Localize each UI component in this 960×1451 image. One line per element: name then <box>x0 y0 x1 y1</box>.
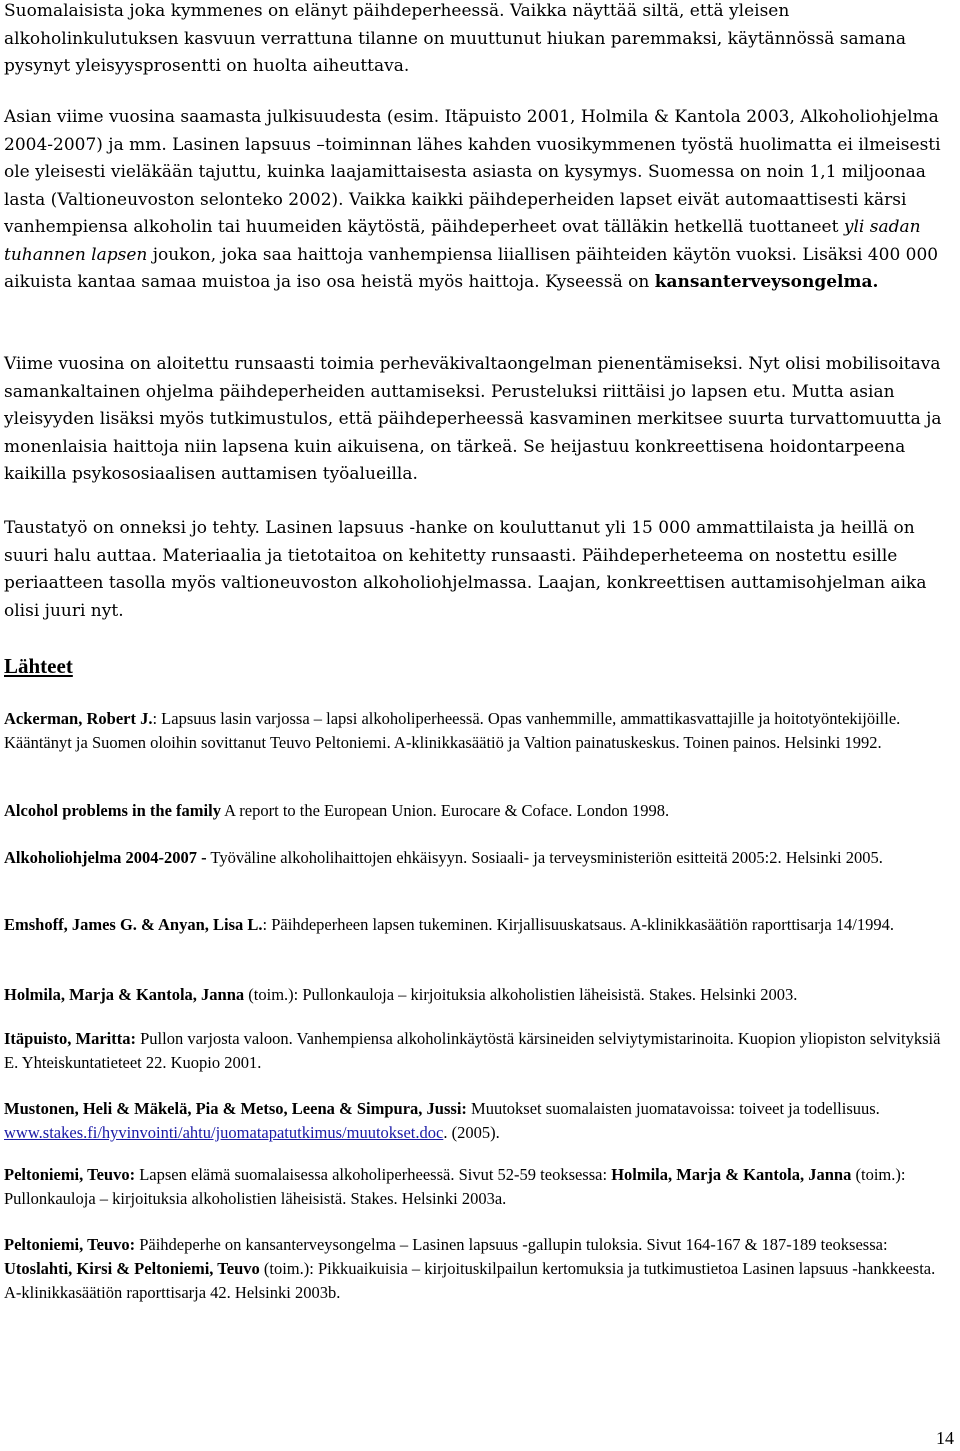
paragraph-3 <box>4 351 952 489</box>
sentence: Suomessa on noin 1,1 miljoonaa lasta (Valtioneuvoston selonteko 2002). <box>4 162 926 210</box>
sentence: Kyseessä on <box>545 272 650 292</box>
sentence: Viime vuosina on aloitettu runsaasti toimia perheväkivaltaongelman pienentämiseksi. <box>4 354 744 374</box>
paragraph-1 <box>4 0 952 81</box>
reference-author: Utoslahti, Kirsi & Peltoniemi, Teuvo <box>4 1259 260 1278</box>
reference-text: : Päihdeperheen lapsen tukeminen. Kirjallisuuskatsaus. A-klinikkasäätiön raporttisarja 14/1994. <box>262 915 894 934</box>
sentence: Mutta asian yleisyyden lisäksi myös tutkimustulos, että päihdeperheessä kasvaminen merkitsee suurta turvattomuutta ja monenlaisia haittoja niin lapsena kuin aikuisena, on tärkeä. <box>4 381 942 457</box>
reference-text: Pullon varjosta valoon. Vanhempiensa alkoholinkäytöstä kärsineiden selviytymistarinoita. Kuopion yliopiston selvityksiä E. Yhteiskuntatieteet 22. Kuopio 2001. <box>4 1029 941 1072</box>
reference-author: Holmila, Marja & Kantola, Janna <box>611 1165 852 1184</box>
sentence: Vaikka näyttää siltä, että yleisen alkoholinkulutuksen kasvuun verrattuna tilanne on muuttunut hiukan paremmaksi, käytännössä samana pysynyt yleisyysprosentti on huolta aiheuttava. <box>4 1 906 76</box>
reference-text: : Lapsuus lasin varjossa – lapsi alkoholiperheessä. Opas vanhemmille, ammattikasvattajille ja hoitotyöntekijöille. Kääntänyt ja Suomen oloihin sovittanut Teuvo Peltoniemi. A-klinikkasäätiö ja Valtion painatuskeskus. Toinen painos. Helsinki 1992. <box>4 709 901 752</box>
reference-item <box>4 1163 952 1211</box>
bold-term: kansanterveysongelma. <box>654 272 879 292</box>
sentence: Materiaalia ja tietotaitoa on kehitetty runsaasti. <box>162 545 577 566</box>
reference-text: Päihdeperhe on kansanterveysongelma – Lasinen lapsuus -gallupin tuloksia. Sivut 164-167 & 187-189 teoksessa: <box>135 1235 888 1254</box>
sentence: Taustatyö on onneksi jo tehty. <box>4 518 260 538</box>
reference-author: Mustonen, Heli & Mäkelä, Pia & Metso, Leena & Simpura, Jussi: <box>4 1099 467 1118</box>
emphasis-text: yli sadan tuhannen lapsen <box>4 217 921 265</box>
sentence: Asian viime vuosina saamasta julkisuudesta (esim. <box>4 107 440 127</box>
reference-item <box>4 913 952 937</box>
sentence: Lisäksi 400 000 aikuista kantaa samaa muistoa ja iso osa heistä myös haittoja. <box>4 244 939 292</box>
reference-text: . (2005). <box>443 1123 500 1142</box>
reference-item <box>4 707 952 755</box>
reference-text: Muutokset suomalaisten juomatavoissa: toiveet ja todellisuus. <box>466 1099 880 1118</box>
sentence: Nyt olisi mobilisoitava samankaltainen ohjelma päihdeperheiden auttamiseksi. <box>4 354 941 402</box>
reference-text: (toim.): Pullonkauloja – kirjoituksia alkoholistien läheisistä. Stakes. Helsinki 2003. <box>244 985 798 1004</box>
sentence: Itäpuisto 2001, Holmila & Kantola 2003, Alkoholiohjelma 2004-2007) ja mm. <box>4 107 939 155</box>
reference-text: Työväline alkoholihaittojen ehkäisyyn. Sosiaali- ja terveysministeriön esitteitä 2005:2. Helsinki 2005. <box>206 848 883 867</box>
sentence: Suomalaisista joka kymmenes on elänyt päihdeperheessä. <box>4 1 505 21</box>
reference-author: Alcohol problems in the family <box>4 801 221 820</box>
reference-item <box>4 983 952 1007</box>
reference-item <box>4 1233 952 1305</box>
reference-text: A report to the European Union. Eurocare & Coface. London 1998. <box>220 801 670 820</box>
sentence: Lasinen lapsuus -hanke on kouluttanut yli 15 000 ammattilaista ja heillä on suuri halu auttaa. <box>4 518 915 566</box>
reference-item <box>4 1027 952 1075</box>
reference-author: Peltoniemi, Teuvo: <box>4 1235 136 1254</box>
reference-item <box>4 846 952 870</box>
sentence: Perusteluksi riittäisi jo lapsen etu. <box>490 381 787 402</box>
reference-author: Emshoff, James G. & Anyan, Lisa L. <box>4 915 263 934</box>
sentence: Päihdeperheteema on nostettu esille periaatteen tasolla myös valtioneuvoston alkoholiohjelmassa. <box>4 545 898 593</box>
reference-author: Peltoniemi, Teuvo: <box>4 1165 136 1184</box>
sentence: Se heijastuu konkreettisena hoidontarpeena kaikilla psykososiaalisen auttamisen työalueilla. <box>4 436 906 484</box>
sentence: Lasinen lapsuus –toiminnan lähes kahden vuosikymmenen työstä huolimatta ei ilmeisesti ole yleisesti vieläkään tajuttu, kuinka laajamittaisesta asiasta on kysymys. <box>4 134 941 182</box>
reference-author: Holmila, Marja & Kantola, Janna <box>4 985 245 1004</box>
reference-author: Alkoholiohjelma 2004-2007 - <box>4 848 207 867</box>
reference-link[interactable]: www.stakes.fi/hyvinvointi/ahtu/juomatapatutkimus/muutokset.doc <box>4 1123 444 1142</box>
references-heading: Lähteet <box>4 654 73 678</box>
page-number: 14 <box>936 1428 954 1448</box>
reference-item <box>4 799 952 823</box>
reference-author: Itäpuisto, Maritta: <box>4 1029 136 1048</box>
paragraph-4 <box>4 515 952 625</box>
paragraph-2 <box>4 104 952 297</box>
sentence: Laajan, konkreettisen auttamisohjelman aika olisi juuri nyt. <box>4 573 927 621</box>
reference-text: Lapsen elämä suomalaisessa alkoholiperheessä. Sivut 52-59 teoksessa: <box>135 1165 612 1184</box>
reference-text: (toim.): Pullonkauloja – kirjoituksia alkoholistien läheisistä. Stakes. Helsinki 2003a. <box>4 1165 906 1208</box>
sentence: joukon, joka saa haittoja vanhempiensa liiallisen päihteiden käytön vuoksi. <box>152 244 797 265</box>
reference-item <box>4 1097 952 1145</box>
reference-author: Ackerman, Robert J. <box>4 709 153 728</box>
sentence: Vaikka kaikki päihdeperheiden lapset eivät automaattisesti kärsi vanhempiensa alkoholin tai huumeiden käytöstä, päihdeperheet ovat tälläkin hetkellä tuottaneet <box>4 189 907 237</box>
reference-text: (toim.): Pikkuaikuisia – kirjoituskilpailun kertomuksia ja tutkimustietoa Lasinen lapsuus -hankkeesta. A-klinikkasäätiön raporttisarja 42. Helsinki 2003b. <box>4 1259 936 1302</box>
